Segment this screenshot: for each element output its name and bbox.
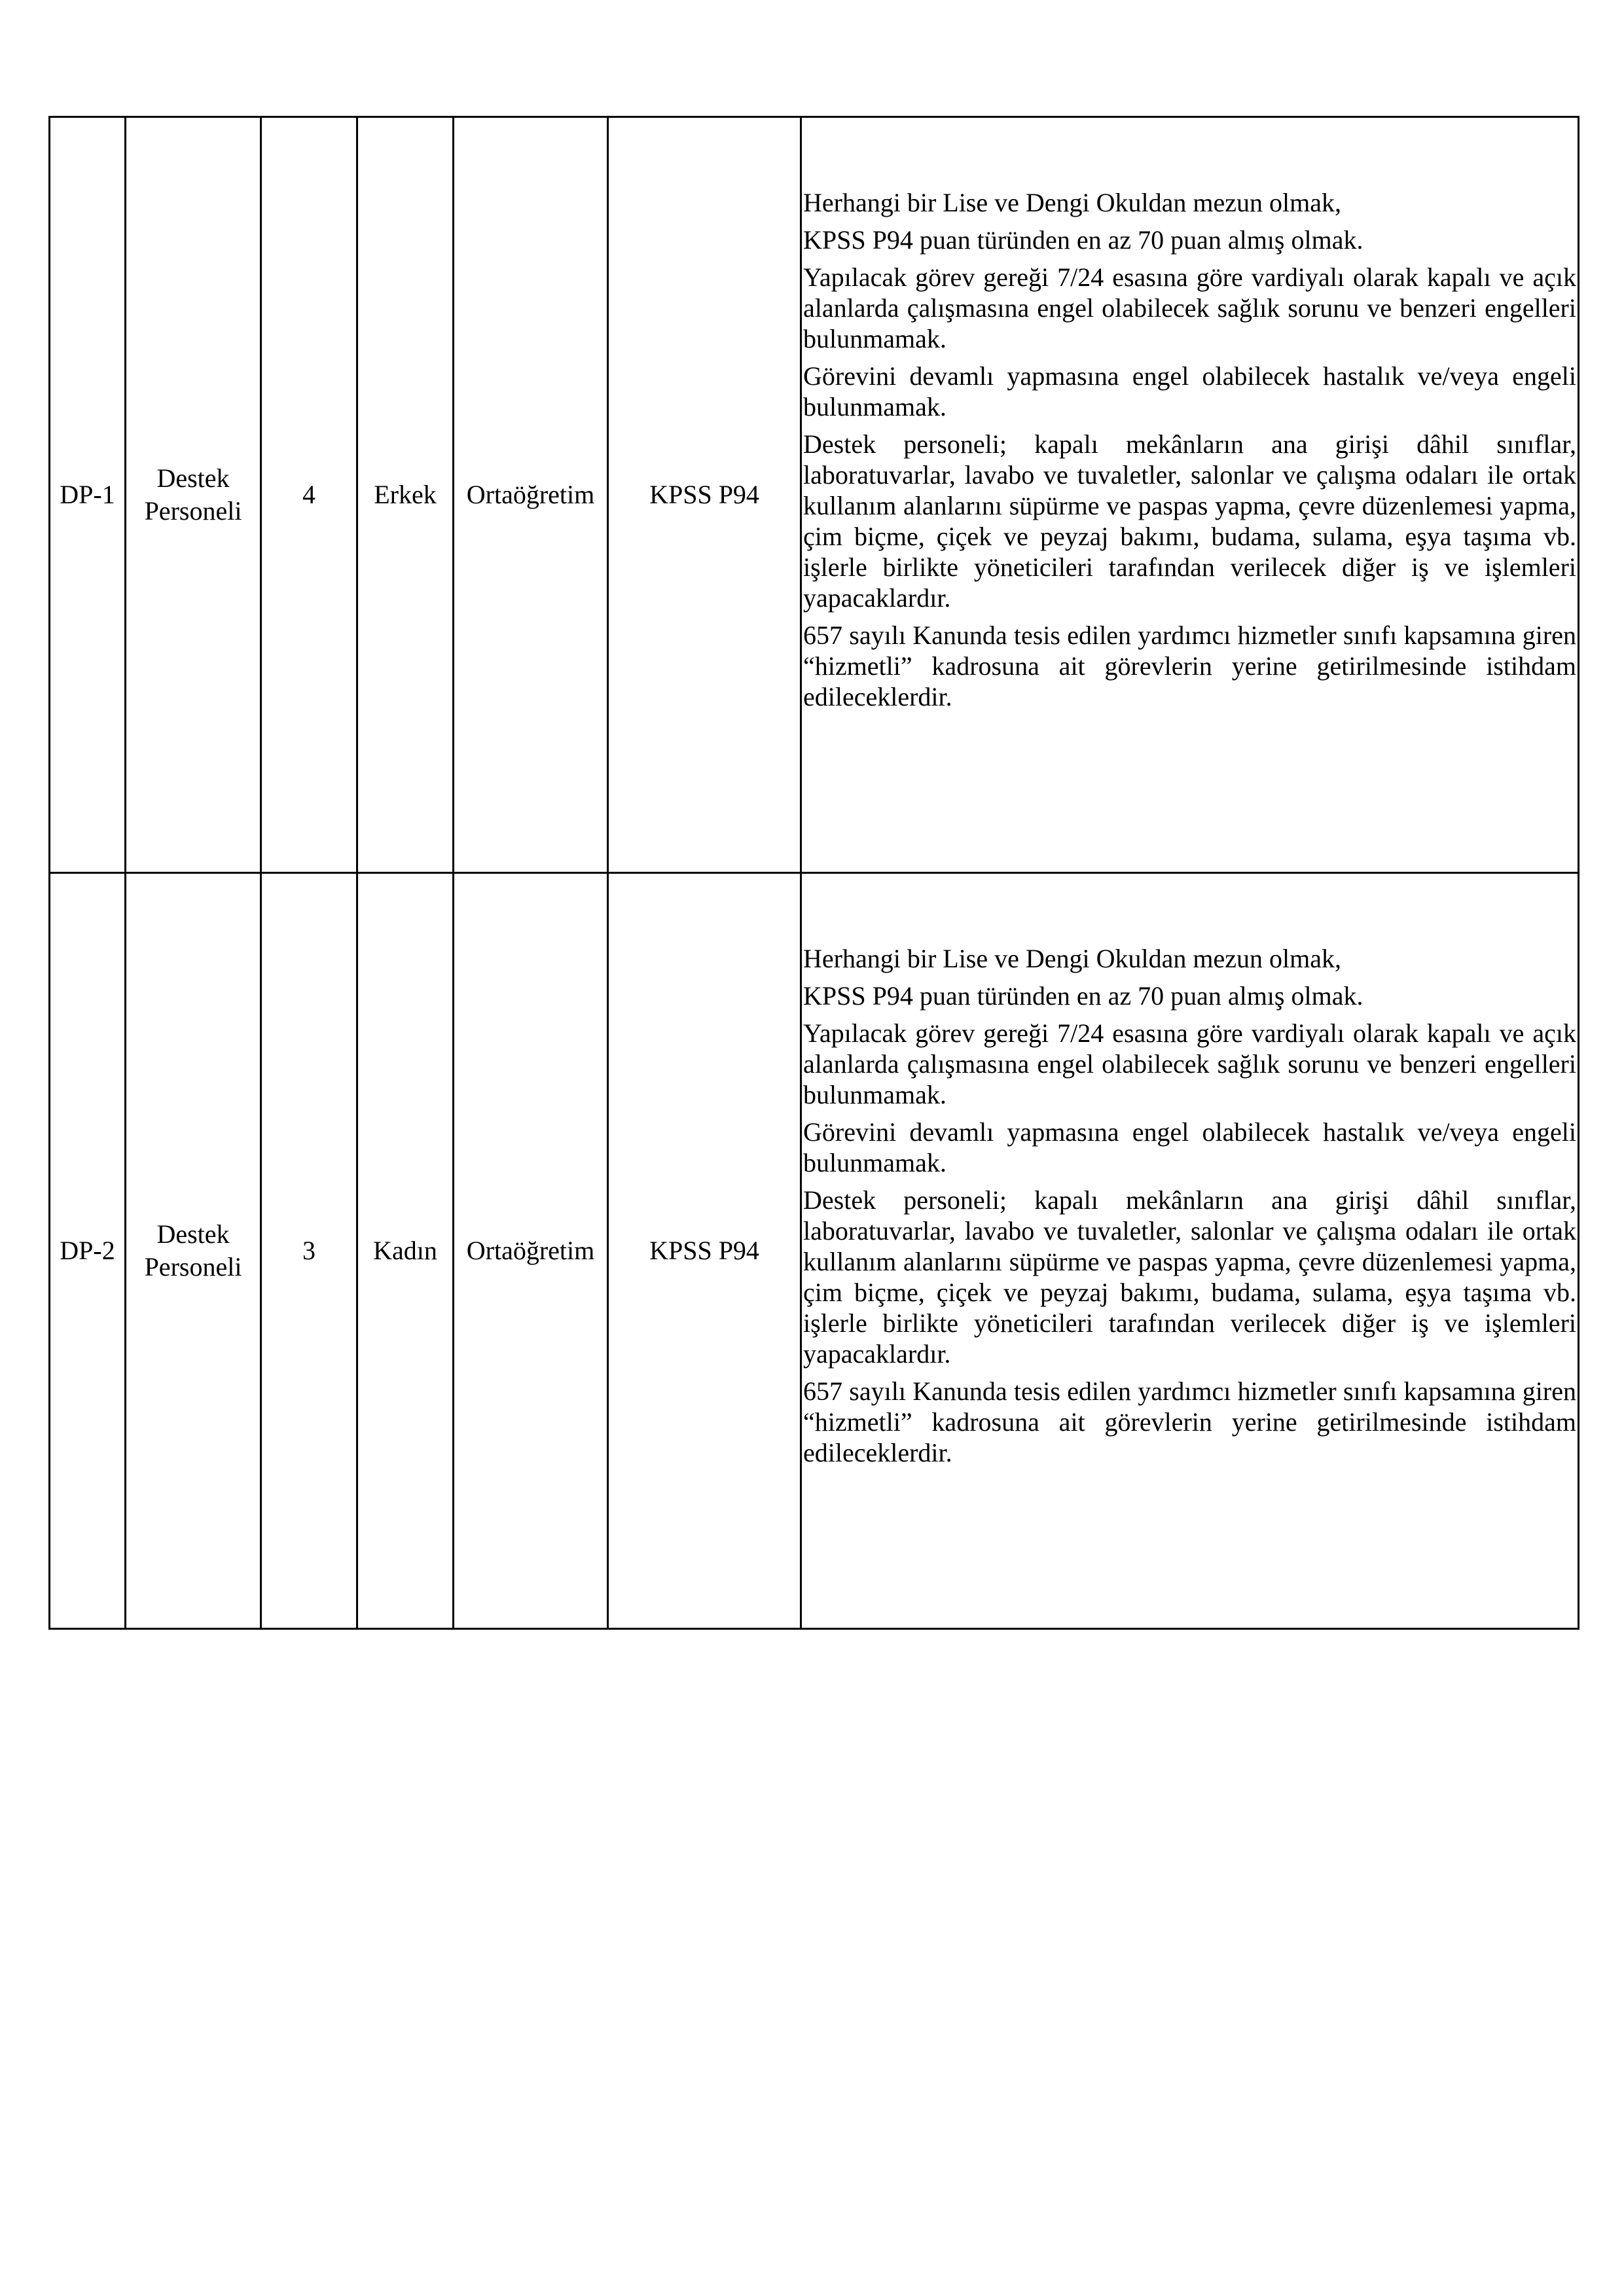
requirement-item: KPSS P94 puan türünden en az 70 puan almış olmak. [803, 981, 1363, 1011]
score-type: KPSS P94 [649, 1236, 759, 1265]
headcount: 3 [302, 1236, 316, 1265]
gender: Kadın [373, 1236, 437, 1265]
position-title-line1: Destek [156, 1219, 230, 1249]
gender-cell [357, 873, 454, 1629]
position-title-line2: Personeli [144, 1252, 242, 1282]
score-type-cell [608, 873, 801, 1629]
headcount-cell [261, 873, 357, 1629]
requirement-item: Görevini devamlı yapmasına engel olabilecek hastalık ve/veya engeli bulunmamak. [803, 1117, 1576, 1177]
requirement-item: Görevini devamlı yapmasına engel olabilecek hastalık ve/veya engeli bulunmamak. [803, 361, 1576, 422]
gender-cell [357, 117, 454, 873]
requirement-item: 657 sayılı Kanunda tesis edilen yardımcı hizmetler sınıfı kapsamına giren “hizmetli” kadrosuna ait görevlerin yerine getirilmesinde istihdam edileceklerdir. [803, 1376, 1576, 1467]
table-row [50, 117, 1579, 873]
requirement-item: Yapılacak görev gereği 7/24 esasına göre vardiyalı olarak kapalı ve açık alanlarda çalışmasına engel olabilecek sağlık sorunu ve benzeri engelleri bulunmamak. [803, 262, 1576, 353]
education-cell [454, 873, 608, 1629]
requirement-item: 657 sayılı Kanunda tesis edilen yardımcı hizmetler sınıfı kapsamına giren “hizmetli” kadrosuna ait görevlerin yerine getirilmesinde istihdam edileceklerdir. [803, 620, 1576, 711]
position-code-cell [50, 873, 126, 1629]
gender: Erkek [374, 480, 437, 509]
position-title-cell [126, 117, 261, 873]
requirement-item: Herhangi bir Lise ve Dengi Okuldan mezun olmak, [803, 944, 1341, 973]
table-row [50, 873, 1579, 1629]
score-type: KPSS P94 [649, 480, 759, 509]
requirement-item: Yapılacak görev gereği 7/24 esasına göre vardiyalı olarak kapalı ve açık alanlarda çalışmasına engel olabilecek sağlık sorunu ve benzeri engelleri bulunmamak. [803, 1018, 1576, 1109]
position-table [48, 116, 1579, 1630]
education-level: Ortaöğretim [466, 1236, 595, 1265]
requirement-item: Destek personeli; kapalı mekânların ana girişi dâhil sınıflar, laboratuvarlar, lavabo ve tuvaletler, salonlar ve çalışma odaları ile ortak kullanım alanlarını süpürme ve paspas yapma, çevre düzenlemesi yapma, çim biçme, çiçek ve peyzaj bakımı, budama, sulama, eşya taşıma vb. işlerle birlikte yöneticileri tarafından verilecek diğer iş ve işlemleri yapacaklardır. [803, 429, 1576, 613]
headcount-cell [261, 117, 357, 873]
requirements-cell [801, 117, 1579, 873]
position-code: DP-1 [60, 480, 115, 509]
position-code: DP-2 [60, 1236, 115, 1265]
position-title-line1: Destek [156, 463, 230, 493]
requirement-item: Destek personeli; kapalı mekânların ana girişi dâhil sınıflar, laboratuvarlar, lavabo ve tuvaletler, salonlar ve çalışma odaları ile ortak kullanım alanlarını süpürme ve paspas yapma, çevre düzenlemesi yapma, çim biçme, çiçek ve peyzaj bakımı, budama, sulama, eşya taşıma vb. işlerle birlikte yöneticileri tarafından verilecek diğer iş ve işlemleri yapacaklardır. [803, 1185, 1576, 1369]
position-title-cell [126, 873, 261, 1629]
position-code-cell [50, 117, 126, 873]
requirements-cell [801, 873, 1579, 1629]
education-level: Ortaöğretim [466, 480, 595, 509]
requirement-item: Herhangi bir Lise ve Dengi Okuldan mezun olmak, [803, 188, 1341, 217]
headcount: 4 [302, 480, 316, 509]
score-type-cell [608, 117, 801, 873]
requirement-item: KPSS P94 puan türünden en az 70 puan almış olmak. [803, 225, 1363, 255]
education-cell [454, 117, 608, 873]
position-title-line2: Personeli [144, 496, 242, 526]
